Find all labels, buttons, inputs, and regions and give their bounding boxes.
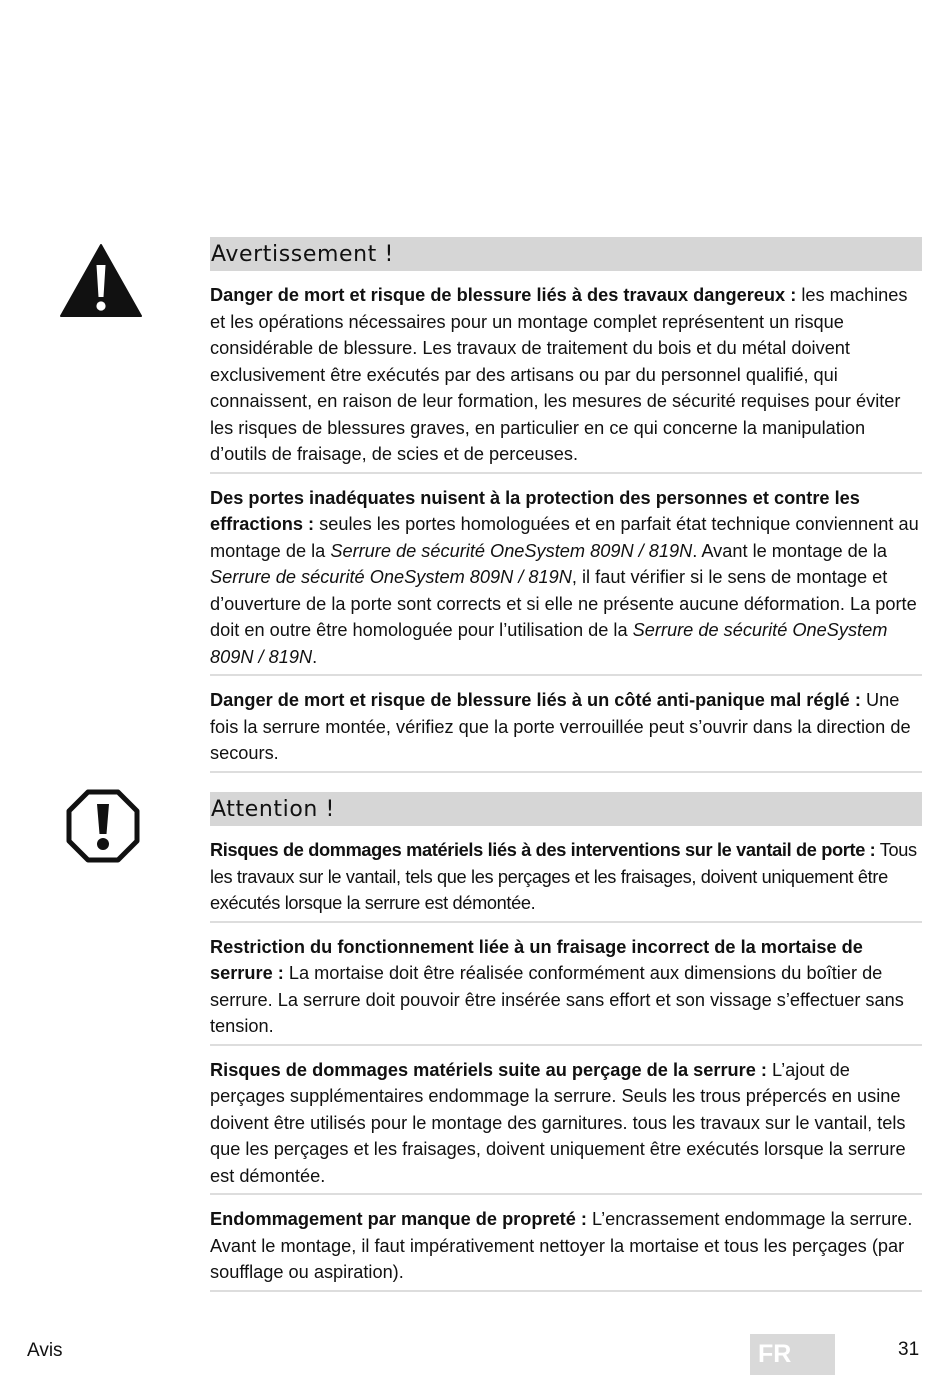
- footer-section-label: Avis: [27, 1340, 63, 1361]
- product-name: Serrure de sécurité OneSystem 809N / 819N: [210, 620, 888, 667]
- attention-item-mortise: [210, 934, 922, 1046]
- attention-item-drilling: [210, 1057, 922, 1196]
- item-lead: Restriction du fonctionnement liée à un fraisage incorrect de la mortaise de serrure :: [210, 936, 863, 983]
- item-text: . Avant le montage de la: [692, 540, 888, 561]
- item-lead: Danger de mort et risque de blessure liés à un côté anti-panique mal réglé :: [210, 690, 861, 710]
- item-text: , il faut vérifier si le sens de montage et d’ouverture de la porte sont corrects et si elle ne présente aucune déformation. La porte doit en outre être homologuée pour l’utilisation de la: [210, 567, 917, 640]
- item-lead: Danger de mort et risque de blessure liés à des travaux dangereux :: [210, 285, 797, 305]
- attention-section: [210, 792, 922, 1292]
- item-lead: Des portes inadéquates nuisent à la protection des personnes et contre les effractions :: [210, 487, 860, 534]
- attention-item-cleanliness: [210, 1206, 922, 1292]
- product-name: Serrure de sécurité OneSystem 809N / 819N: [210, 567, 572, 587]
- item-lead: Endommagement par manque de propreté :: [210, 1209, 587, 1229]
- attention-heading: Attention !: [210, 792, 922, 826]
- item-lead: Risques de dommages matériels liés à des interventions sur le vantail de porte :: [210, 840, 876, 860]
- warning-heading: Avertissement !: [210, 237, 922, 271]
- item-text: .: [312, 646, 318, 667]
- product-name: Serrure de sécurité OneSystem 809N / 819N: [330, 540, 693, 561]
- item-text: La mortaise doit être réalisée conformément aux dimensions du boîtier de serrure. La serrure doit pouvoir être insérée sans effort et son vissage s’effectuer sans tension.: [210, 963, 904, 1036]
- warning-triangle-icon: [59, 243, 143, 318]
- item-text: seules les portes homologuées et en parfait état technique conviennent au montage de la: [210, 514, 919, 561]
- warning-item-unsuitable-doors: [210, 485, 922, 677]
- item-text: Tous les travaux sur le vantail, tels que les perçages et les fraisages, doivent uniquement être exécutés lorsque la serrure est démontée.: [210, 840, 917, 913]
- warning-section: [210, 237, 922, 773]
- attention-octagon-icon: [66, 789, 140, 863]
- language-badge: FR: [750, 1334, 835, 1375]
- item-lead: Risques de dommages matériels suite au perçage de la serrure :: [210, 1059, 767, 1080]
- item-text: L’encrassement endommage la serrure. Avant le montage, il faut impérativement nettoyer la mortaise et tous les perçages (par soufflage ou aspiration).: [210, 1209, 913, 1282]
- attention-item-door-leaf: [210, 837, 922, 923]
- page-number: 31: [898, 1339, 920, 1360]
- item-text: les machines et les opérations nécessaires pour un montage complet représentent un risque considérable de blessure. Les travaux de traitement du bois et du métal doivent exclusivement être exécutés par des artisans ou par du personnel qualifié, qui connaissent, en raison de leur formation, les mesures de sécurité requises pour éviter les risques de blessures graves, en particulier en ce qui concerne la manipulation d’outils de fraisage, de scies et de perceuses.: [210, 285, 908, 464]
- item-text: Une fois la serrure montée, vérifiez que la porte verrouillée peut s’ouvrir dans la direction de secours.: [210, 690, 911, 763]
- warning-item-work-hazards: [210, 282, 922, 474]
- warning-item-anti-panic: [210, 687, 922, 773]
- item-text: L’ajout de perçages supplémentaires endommage la serrure. Seuls les trous prépercés en usine doivent être utilisés pour le montage des garnitures. tous les travaux sur le vantail, tels que les perçages et les fraisages, doivent uniquement être exécutés lorsque la serrure est démontée.: [210, 1059, 906, 1186]
